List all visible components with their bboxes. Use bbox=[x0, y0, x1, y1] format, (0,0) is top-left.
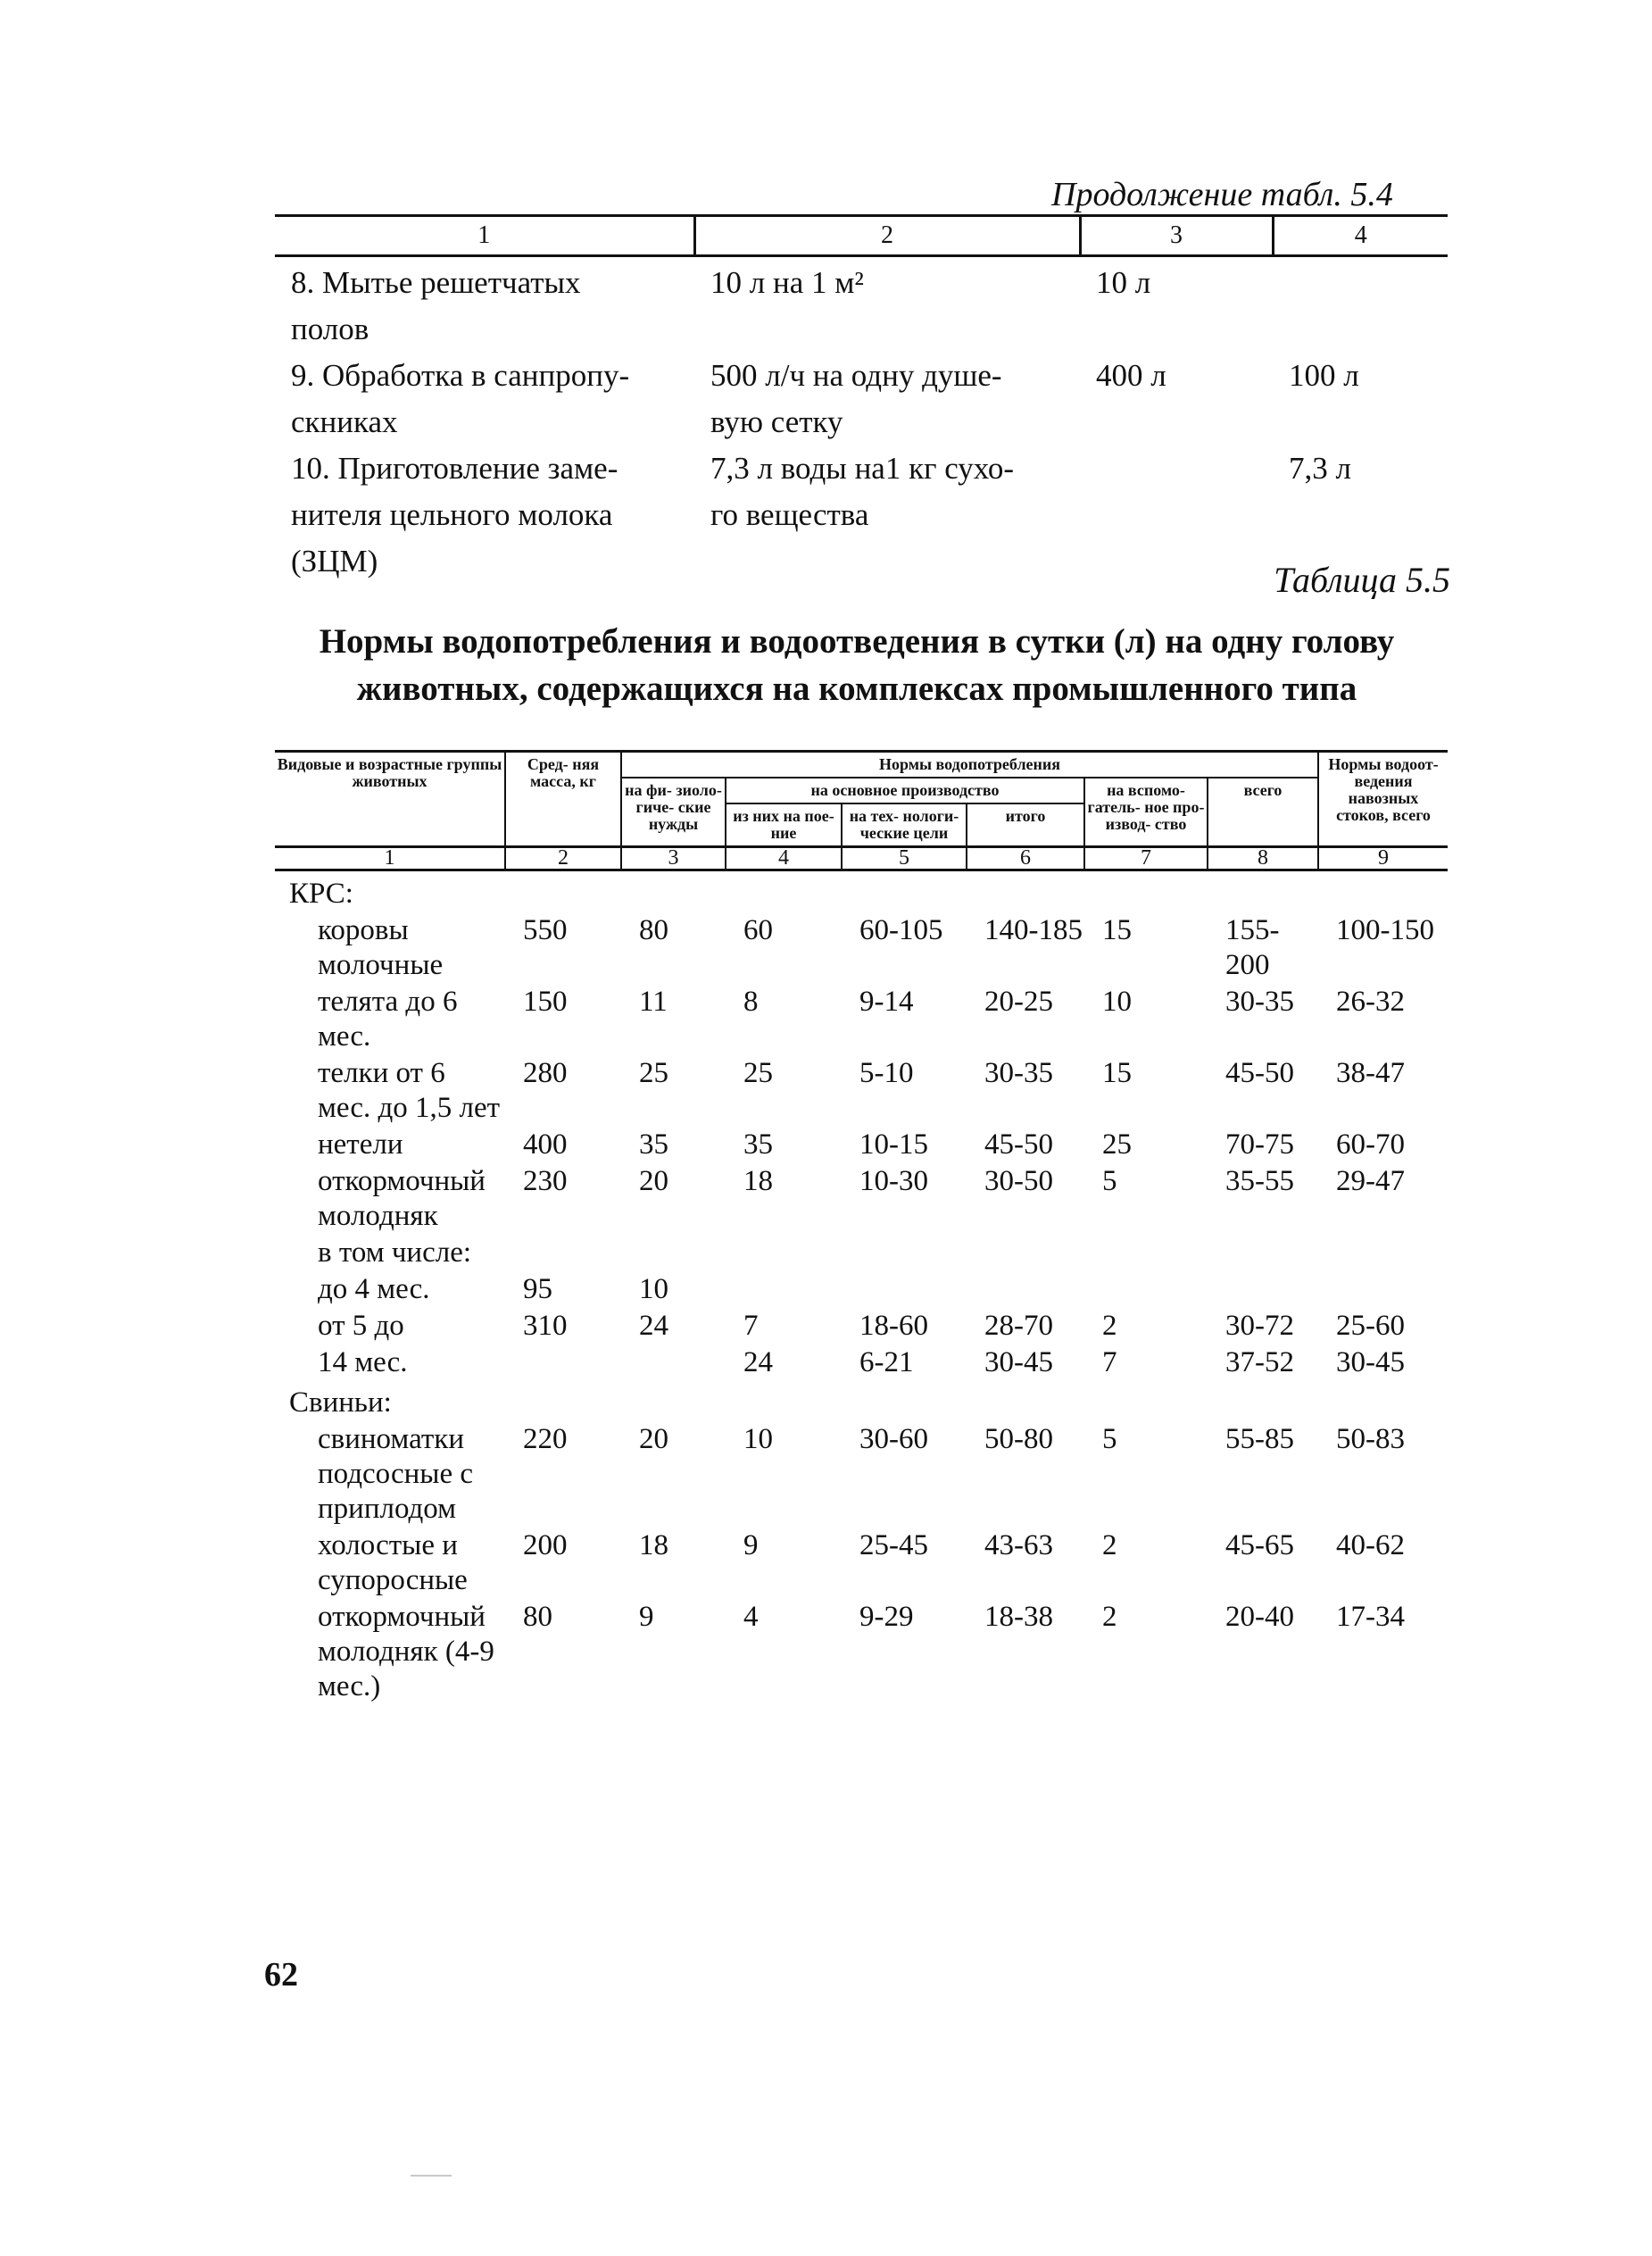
value-cell: 30-35 bbox=[1225, 986, 1294, 1018]
animal-group-label: от 5 до bbox=[318, 1310, 404, 1342]
value-cell bbox=[1208, 1270, 1318, 1307]
table-cell: 10. Приготовление заме- bbox=[291, 451, 618, 486]
table-continuation-caption: Продолжение табл. 5.4 bbox=[1051, 176, 1393, 213]
table-row bbox=[275, 1598, 1448, 1704]
value-cell: 7 bbox=[1102, 1346, 1117, 1378]
value-cell bbox=[1318, 1270, 1448, 1307]
scan-smudge bbox=[411, 2175, 452, 2177]
value-cell: 50-83 bbox=[1336, 1423, 1405, 1455]
table-cell: 10 л на 1 м² bbox=[710, 265, 864, 300]
value-cell: 11 bbox=[639, 986, 668, 1018]
value-cell: 400 bbox=[523, 1128, 568, 1161]
value-cell: 30-60 bbox=[859, 1423, 928, 1455]
value-cell: 25-45 bbox=[859, 1529, 928, 1561]
value-cell: 17-34 bbox=[1336, 1601, 1405, 1633]
value-cell: 25-60 bbox=[1336, 1310, 1405, 1342]
value-cell: 60 bbox=[743, 914, 773, 946]
table-row bbox=[275, 350, 1448, 396]
table-cell: 9. Обработка в санпропу- bbox=[291, 358, 630, 393]
value-cell: 30-72 bbox=[1225, 1310, 1294, 1342]
animal-group-label: до 4 мес. bbox=[318, 1273, 430, 1305]
table-cell: 7,3 л bbox=[1289, 451, 1351, 486]
value-cell: 10-15 bbox=[859, 1128, 928, 1161]
table-row bbox=[275, 1126, 1448, 1162]
table-title-line: животных, содержащихся на комплексах промышленного типа bbox=[356, 670, 1357, 708]
value-cell: 25 bbox=[1102, 1128, 1132, 1161]
header-average-mass: Сред- няя масса, кг bbox=[505, 752, 621, 847]
value-cell bbox=[1208, 1234, 1318, 1270]
table-row bbox=[275, 983, 1448, 1054]
table-row bbox=[275, 256, 1448, 304]
value-cell: 35-55 bbox=[1225, 1165, 1294, 1197]
value-cell: 45-65 bbox=[1225, 1529, 1294, 1561]
value-cell: 55-85 bbox=[1225, 1423, 1294, 1455]
value-cell: 2 bbox=[1102, 1310, 1117, 1342]
value-cell: 2 bbox=[1102, 1601, 1117, 1633]
table-cell: нителя цельного молока bbox=[291, 497, 613, 532]
column-number: 3 bbox=[1080, 216, 1273, 256]
value-cell: 310 bbox=[523, 1310, 568, 1342]
header-technological-purposes: на тех- нологи- ческие цели bbox=[842, 803, 967, 847]
column-number: 9 bbox=[1318, 847, 1448, 870]
column-numbers-row bbox=[275, 847, 1448, 870]
value-cell: 8 bbox=[743, 986, 759, 1018]
table-row bbox=[275, 536, 1448, 582]
column-number: 7 bbox=[1084, 847, 1208, 870]
table-5-5 bbox=[275, 750, 1448, 1704]
table-cell bbox=[1080, 304, 1273, 350]
header-physiological-needs: на фи- зиоло- гиче- ские нужды bbox=[621, 778, 726, 847]
animal-group-label: откормочный молодняк (4-9 мес.) bbox=[318, 1601, 494, 1702]
value-cell: 30-35 bbox=[984, 1057, 1053, 1089]
table-title bbox=[259, 618, 1455, 712]
value-cell: 220 bbox=[523, 1423, 568, 1455]
table-row bbox=[275, 1420, 1448, 1527]
value-cell: 10 bbox=[1102, 986, 1132, 1018]
value-cell: 10-30 bbox=[859, 1165, 928, 1197]
value-cell: 45-50 bbox=[984, 1128, 1053, 1161]
value-cell: 29-47 bbox=[1336, 1165, 1405, 1197]
table-row bbox=[275, 1307, 1448, 1344]
value-cell: 24 bbox=[743, 1346, 773, 1378]
page-number: 62 bbox=[264, 1956, 298, 1994]
value-cell: 18-60 bbox=[859, 1310, 928, 1342]
value-cell: 20-25 bbox=[984, 986, 1053, 1018]
table-cell: 7,3 л воды на1 кг сухо- bbox=[710, 451, 1015, 486]
value-cell: 20 bbox=[639, 1423, 668, 1455]
group-label: Свиньи: bbox=[289, 1386, 392, 1419]
table-cell bbox=[1273, 489, 1448, 536]
column-number: 5 bbox=[842, 847, 967, 870]
animal-group-label: нетели bbox=[318, 1128, 403, 1161]
table-cell bbox=[1273, 396, 1448, 443]
value-cell: 30-50 bbox=[984, 1165, 1053, 1197]
table-number-label: Таблица 5.5 bbox=[1274, 560, 1450, 600]
animal-group-label: телята до 6 мес. bbox=[318, 986, 458, 1053]
value-cell: 80 bbox=[639, 914, 668, 946]
table-cell bbox=[694, 536, 1080, 582]
column-number: 2 bbox=[505, 847, 621, 870]
value-cell bbox=[505, 1344, 621, 1380]
value-cell: 45-50 bbox=[1225, 1057, 1294, 1089]
value-cell: 9 bbox=[743, 1529, 759, 1561]
value-cell: 60-70 bbox=[1336, 1128, 1405, 1161]
value-cell: 35 bbox=[743, 1128, 773, 1161]
value-cell: 140-185 bbox=[984, 914, 1083, 946]
value-cell: 30-45 bbox=[984, 1346, 1053, 1378]
value-cell bbox=[1084, 1234, 1208, 1270]
value-cell: 26-32 bbox=[1336, 986, 1405, 1018]
value-cell bbox=[842, 1234, 967, 1270]
table-header-row bbox=[275, 752, 1448, 778]
table-5-4-continuation bbox=[275, 214, 1448, 582]
value-cell: 40-62 bbox=[1336, 1529, 1405, 1561]
value-cell: 35 bbox=[639, 1128, 668, 1161]
value-cell: 20-40 bbox=[1225, 1601, 1294, 1633]
table-cell: полов bbox=[291, 312, 369, 346]
value-cell bbox=[621, 1234, 726, 1270]
value-cell: 150 bbox=[523, 986, 568, 1018]
table-row bbox=[275, 489, 1448, 536]
value-cell: 15 bbox=[1102, 914, 1132, 946]
table-cell: 8. Мытье решетчатых bbox=[291, 265, 581, 300]
value-cell: 15 bbox=[1102, 1057, 1132, 1089]
table-row bbox=[275, 912, 1448, 983]
table-cell: 100 л bbox=[1289, 358, 1359, 393]
value-cell: 25 bbox=[743, 1057, 773, 1089]
table-row bbox=[275, 1344, 1448, 1380]
header-drinking: из них на пое- ние bbox=[726, 803, 842, 847]
column-number: 4 bbox=[726, 847, 842, 870]
column-number: 8 bbox=[1208, 847, 1318, 870]
value-cell bbox=[967, 1234, 1084, 1270]
table-cell bbox=[1080, 396, 1273, 443]
value-cell bbox=[1084, 1270, 1208, 1307]
animal-group-label: откормочный молодняк bbox=[318, 1165, 486, 1232]
table-cell: 10 л bbox=[1096, 265, 1151, 300]
table-row bbox=[275, 1270, 1448, 1307]
value-cell: 200 bbox=[523, 1529, 568, 1561]
animal-group-label: в том числе: bbox=[318, 1236, 472, 1269]
value-cell: 155-200 bbox=[1225, 914, 1280, 981]
value-cell bbox=[967, 1270, 1084, 1307]
value-cell: 70-75 bbox=[1225, 1128, 1294, 1161]
table-row bbox=[275, 1380, 1448, 1420]
value-cell: 9-29 bbox=[859, 1601, 914, 1633]
table-header-row bbox=[275, 216, 1448, 256]
value-cell: 230 bbox=[523, 1165, 568, 1197]
animal-group-label: коровы молочные bbox=[318, 914, 444, 981]
table-row bbox=[275, 1527, 1448, 1598]
table-cell: 500 л/ч на одну душе- bbox=[710, 358, 1002, 393]
table-cell bbox=[1080, 443, 1273, 489]
value-cell: 38-47 bbox=[1336, 1057, 1405, 1089]
group-label: КРС: bbox=[289, 878, 353, 910]
header-water-disposal-norms: Нормы водоот- ведения навозных стоков, всего bbox=[1318, 752, 1448, 847]
header-auxiliary-production: на вспомо- гатель- ное про- извод- ство bbox=[1084, 778, 1208, 847]
table-row bbox=[275, 304, 1448, 350]
value-cell bbox=[726, 1234, 842, 1270]
header-water-consumption-norms: Нормы водопотребления bbox=[621, 752, 1318, 778]
value-cell: 280 bbox=[523, 1057, 568, 1089]
value-cell bbox=[1318, 1234, 1448, 1270]
table-cell: скниках bbox=[291, 404, 398, 439]
value-cell: 9 bbox=[639, 1601, 654, 1633]
value-cell: 95 bbox=[523, 1273, 552, 1305]
table-row bbox=[275, 396, 1448, 443]
value-cell bbox=[621, 1344, 726, 1380]
table-cell: 400 л bbox=[1096, 358, 1166, 393]
table-row bbox=[275, 443, 1448, 489]
table-cell bbox=[1273, 256, 1448, 304]
column-number: 4 bbox=[1273, 216, 1448, 256]
table-cell bbox=[1080, 489, 1273, 536]
value-cell: 30-45 bbox=[1336, 1346, 1405, 1378]
table-row bbox=[275, 1234, 1448, 1270]
value-cell: 2 bbox=[1102, 1529, 1117, 1561]
table-row bbox=[275, 870, 1448, 912]
value-cell: 43-63 bbox=[984, 1529, 1053, 1561]
table-cell bbox=[1080, 536, 1273, 582]
value-cell: 4 bbox=[743, 1601, 759, 1633]
value-cell: 550 bbox=[523, 914, 568, 946]
table-cell: (ЗЦМ) bbox=[291, 544, 378, 579]
value-cell bbox=[505, 1234, 621, 1270]
animal-group-label: свиноматки подсосные с приплодом bbox=[318, 1423, 473, 1525]
value-cell: 100-150 bbox=[1336, 914, 1434, 946]
table-row bbox=[275, 1162, 1448, 1234]
value-cell: 5-10 bbox=[859, 1057, 914, 1089]
value-cell: 6-21 bbox=[859, 1346, 914, 1378]
header-animal-groups: Видовые и возрастные группы животных bbox=[275, 752, 505, 847]
value-cell: 18 bbox=[639, 1529, 668, 1561]
value-cell: 5 bbox=[1102, 1165, 1117, 1197]
animal-group-label: холостые и супоросные bbox=[318, 1529, 468, 1596]
value-cell: 37-52 bbox=[1225, 1346, 1294, 1378]
table-cell bbox=[694, 304, 1080, 350]
value-cell: 18-38 bbox=[984, 1601, 1053, 1633]
column-number: 2 bbox=[694, 216, 1080, 256]
value-cell: 9-14 bbox=[859, 986, 914, 1018]
value-cell bbox=[726, 1270, 842, 1307]
table-title-line: Нормы водопотребления и водоотведения в сутки (л) на одну голову bbox=[319, 622, 1395, 661]
value-cell: 5 bbox=[1102, 1423, 1117, 1455]
value-cell: 20 bbox=[639, 1165, 668, 1197]
column-number: 6 bbox=[967, 847, 1084, 870]
animal-group-label: телки от 6 мес. до 1,5 лет bbox=[318, 1057, 501, 1124]
value-cell: 80 bbox=[523, 1601, 552, 1633]
value-cell: 10 bbox=[743, 1423, 773, 1455]
value-cell: 10 bbox=[639, 1273, 668, 1305]
value-cell: 60-105 bbox=[859, 914, 943, 946]
header-main-production: на основное производство bbox=[726, 778, 1084, 803]
column-number: 1 bbox=[275, 216, 694, 256]
value-cell: 24 bbox=[639, 1310, 668, 1342]
value-cell bbox=[842, 1270, 967, 1307]
header-total: всего bbox=[1208, 778, 1318, 847]
column-number: 3 bbox=[621, 847, 726, 870]
table-cell bbox=[1273, 304, 1448, 350]
value-cell: 25 bbox=[639, 1057, 668, 1089]
value-cell: 7 bbox=[743, 1310, 759, 1342]
header-subtotal: итого bbox=[967, 803, 1084, 847]
table-row bbox=[275, 1054, 1448, 1126]
table-cell: го вещества bbox=[710, 497, 869, 532]
column-number: 1 bbox=[275, 847, 505, 870]
value-cell: 50-80 bbox=[984, 1423, 1053, 1455]
table-cell: вую сетку bbox=[710, 404, 843, 439]
value-cell: 28-70 bbox=[984, 1310, 1053, 1342]
value-cell: 18 bbox=[743, 1165, 773, 1197]
animal-group-label: 14 мес. bbox=[318, 1346, 408, 1378]
